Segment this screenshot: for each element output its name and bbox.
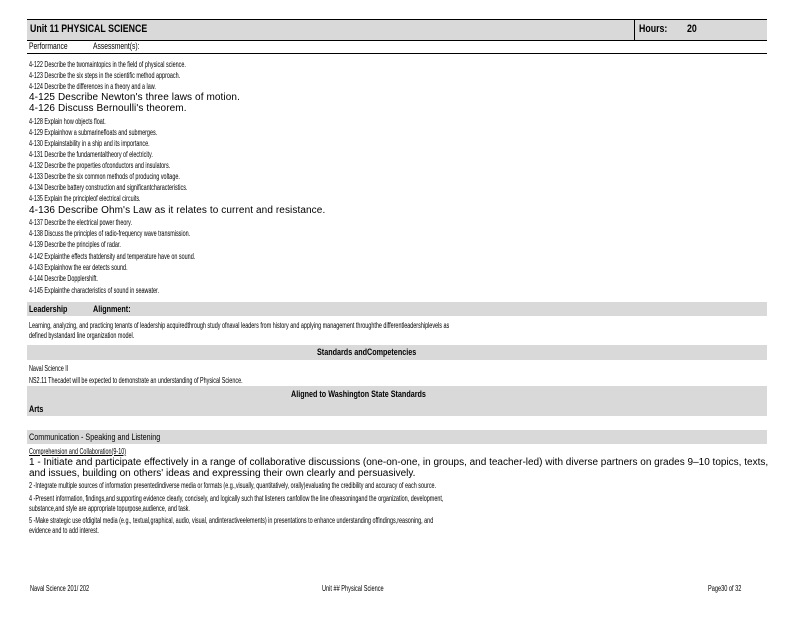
- objective-item: 4-131 Describe the fundamentaltheory of electricity.: [29, 150, 153, 159]
- objective-item: 4-128 Explain how objects float.: [29, 117, 106, 126]
- objective-item: 4-130 Explainstability in a ship and its importance.: [29, 139, 150, 148]
- arts-label: Arts: [29, 404, 44, 414]
- standard-item-5-cont: evidence and to add interest.: [29, 526, 99, 535]
- comprehension-heading: Comprehension and Collaboration(9-10): [29, 447, 127, 456]
- course-name: Naval Science II: [29, 364, 69, 373]
- footer-page-number: Page30 of 32: [708, 584, 742, 593]
- objective-item: 4-138 Discuss the principles of radio-frequency wave transmission.: [29, 229, 191, 238]
- objective-item: 4-139 Describe the principles of radar.: [29, 240, 121, 249]
- objective-item: 4-136 Describe Ohm's Law as it relates to current and resistance.: [29, 205, 326, 216]
- performance-label: Performance: [29, 41, 68, 51]
- communication-bar: [27, 430, 767, 444]
- washington-standards-bar: [27, 386, 767, 416]
- header-divider: [634, 20, 635, 40]
- leadership-text-line: defined bystandard line organization model.: [29, 331, 135, 340]
- leadership-bar: [27, 302, 767, 316]
- alignment-label: Alignment:: [93, 304, 131, 314]
- objective-item: 4-134 Describe battery construction and significantcharacteristics.: [29, 183, 188, 192]
- unit-title: Unit 11 PHYSICAL SCIENCE: [30, 23, 148, 35]
- objective-item: 4-124 Describe the differences in a theory and a law.: [29, 82, 156, 91]
- standard-item-4: 4 -Present information, findings,and supporting evidence clearly, concisely, and logically such that listeners canfollow the line ofreasoningand the organization, development,: [29, 494, 444, 503]
- objective-item: 4-144 Describe Dopplershift.: [29, 274, 98, 283]
- assessment-label: Assessment(s):: [93, 41, 140, 51]
- leadership-text-line: Learning, analyzing, and practicing tenants of leadership acquiredthrough study ofnaval leaders from history and applying management throughthe differentleadershiplevels as: [29, 321, 450, 330]
- hours-label: Hours:: [639, 23, 668, 35]
- objective-item: 4-123 Describe the six steps in the scientific method approach.: [29, 71, 181, 80]
- performance-assessment-row: [27, 40, 767, 54]
- objective-item: 4-135 Explain the principleof electrical circuits.: [29, 194, 141, 203]
- objective-item: 4-122 Describe the twomaintopics in the field of physical science.: [29, 60, 186, 69]
- footer-unit: Unit ## Physical Science: [322, 584, 384, 593]
- footer-course: Naval Science 201/ 202: [30, 584, 90, 593]
- standard-item-1: 1 - Initiate and participate effectively in a range of collaborative discussions (one-on-one, in groups, and teacher-led) with diverse partners on grades 9–10 topics, texts, and issues, building on others' ideas and expressing their own clearly and persuasively.: [29, 457, 769, 479]
- standard-item-5: 5 -Make strategic use ofdigital media (e.g., textual,graphical, audio, visual, andinteractiveelements) in presentations to enhance understanding offindings,reasoning, and: [29, 516, 434, 525]
- hours-value: 20: [687, 23, 697, 35]
- objective-item: 4-125 Describe Newton's three laws of motion.: [29, 92, 240, 103]
- objective-item: 4-126 Discuss Bernoulli's theorem.: [29, 103, 187, 114]
- standard-item-4-cont: substance,and style are appropriate topurpose,audience, and task.: [29, 504, 190, 513]
- ns-standard: NS2.11 Thecadet will be expected to demonstrate an understanding of Physical Science.: [29, 376, 243, 385]
- objective-item: 4-145 Explainthe characteristics of sound in seawater.: [29, 286, 160, 295]
- objective-item: 4-142 Explainthe effects thatdensity and temperature have on sound.: [29, 252, 196, 261]
- standards-bar: [27, 345, 767, 360]
- communication-label: Communication - Speaking and Listening: [29, 432, 161, 442]
- objective-item: 4-133 Describe the six common methods of producing voltage.: [29, 172, 180, 181]
- washington-label: Aligned to Washington State Standards: [291, 389, 426, 399]
- objective-item: 4-137 Describe the electrical power theory.: [29, 218, 133, 227]
- standards-label: Standards andCompetencies: [317, 347, 417, 357]
- objective-item: 4-143 Explainhow the ear detects sound.: [29, 263, 128, 272]
- standard-item-2: 2 -Integrate multiple sources of information presentedindiverse media or formats (e.g.,visually, quantitatively, orally)evaluating the credibility and accuracy of each source.: [29, 481, 437, 490]
- leadership-label: Leadership: [29, 304, 68, 314]
- objective-item: 4-132 Describe the properties ofconductors and insulators.: [29, 161, 171, 170]
- objective-item: 4-129 Explainhow a submarinefloats and submerges.: [29, 128, 158, 137]
- unit-header-bar: [27, 19, 767, 41]
